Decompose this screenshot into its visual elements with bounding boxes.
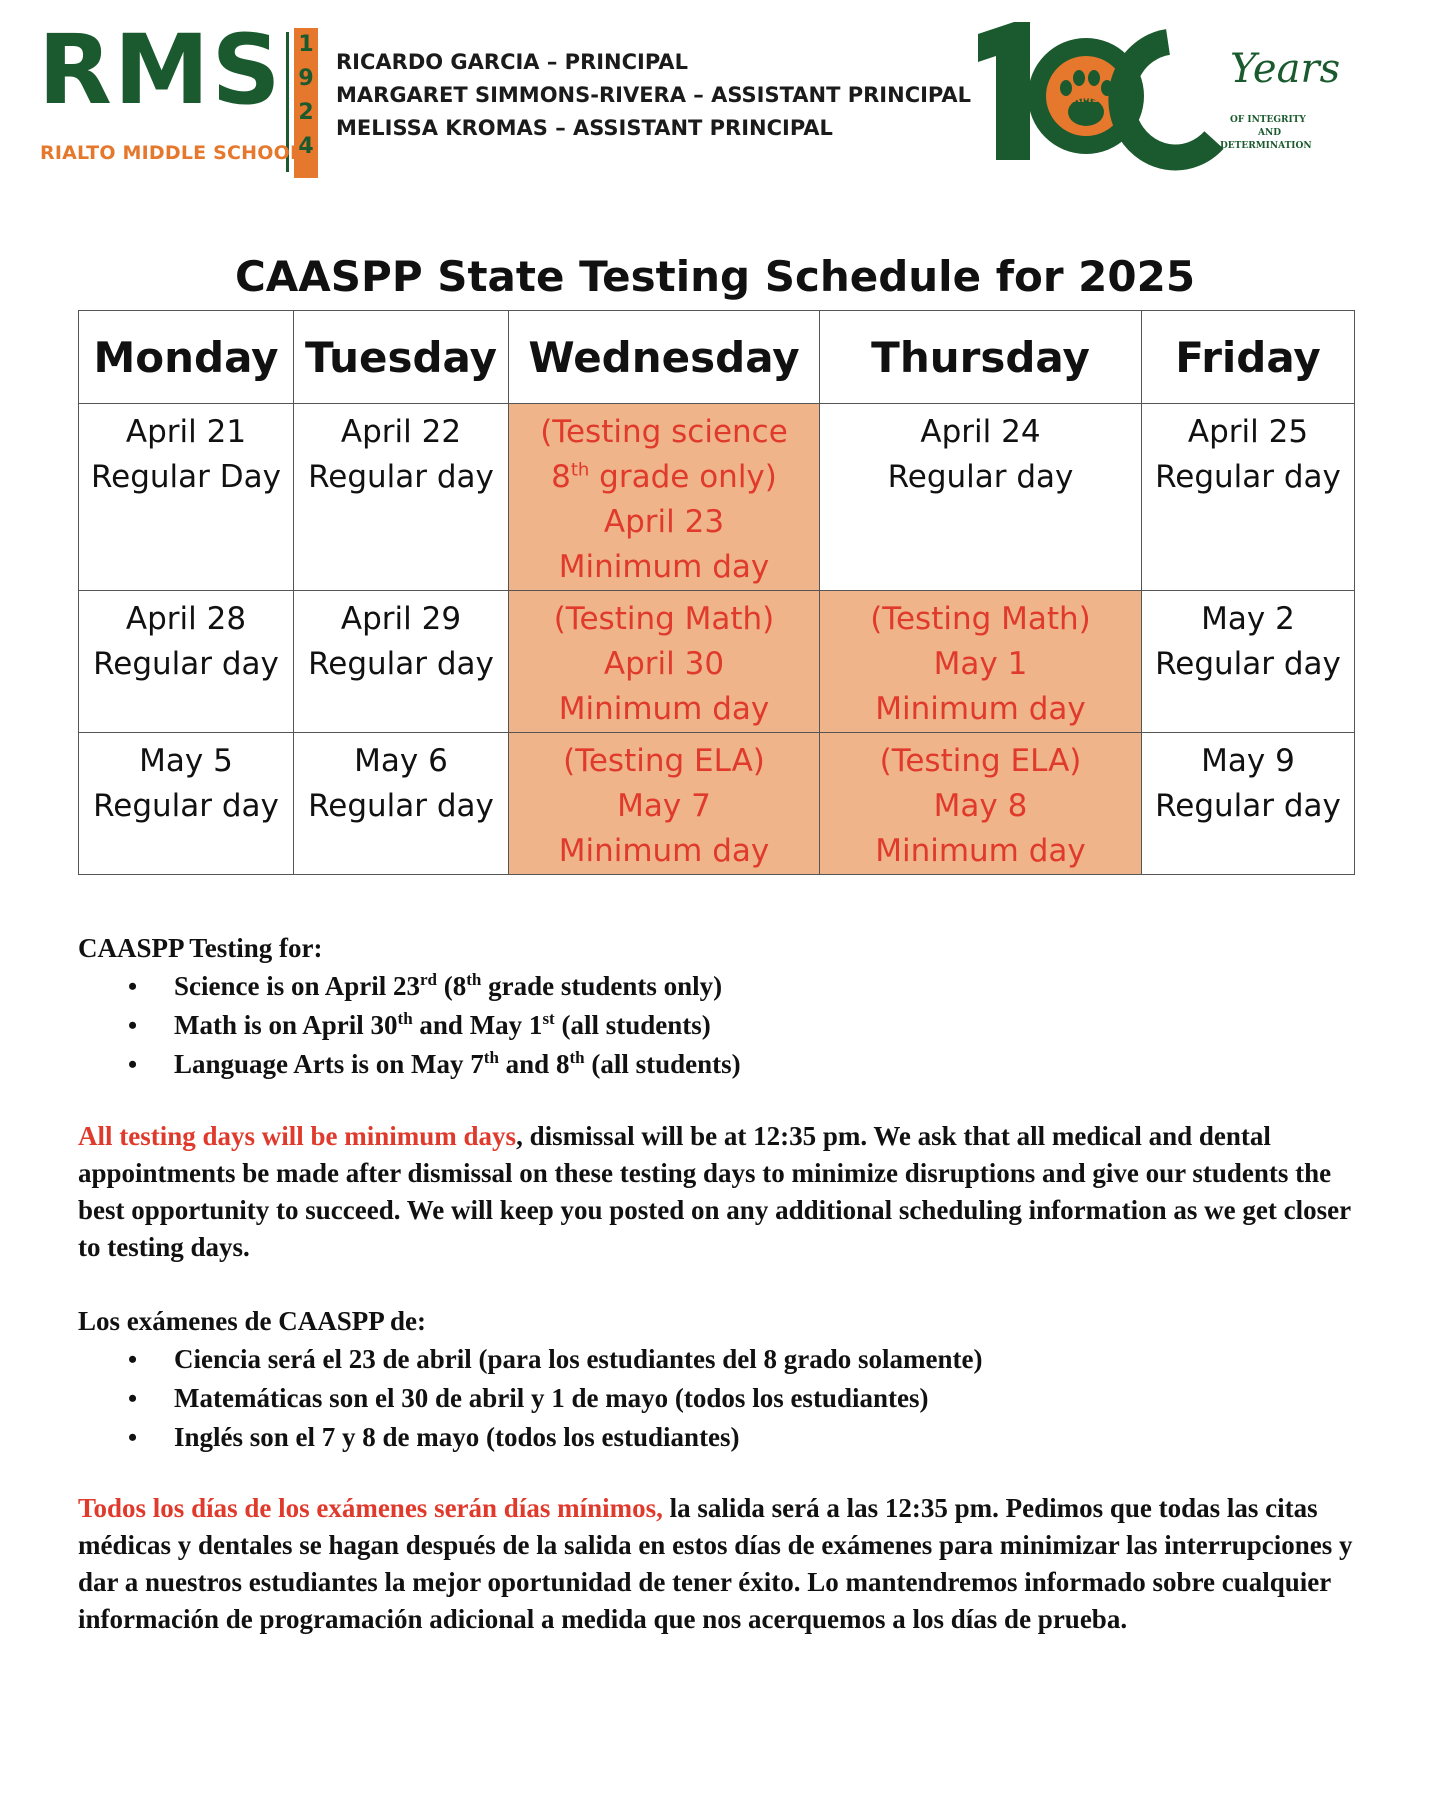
schedule-table (78, 310, 1355, 875)
grade-suffix: th (570, 459, 590, 481)
spanish-heading: Los exámenes de CAASPP de: (78, 1306, 426, 1336)
table-row (79, 404, 1355, 591)
bullet-text: Math is on April 30 (174, 1010, 398, 1040)
logo-tagline-3: DETERMINATION (1220, 141, 1312, 151)
logo-tagline-1: OF INTEGRITY (1230, 115, 1306, 125)
bullet-text: grade students only) (481, 971, 723, 1001)
cell-date: April 24 (920, 414, 1041, 450)
spanish-testing-section (78, 1303, 1358, 1457)
paw-toe (1060, 80, 1072, 96)
cell-date: May 2 (1201, 601, 1295, 637)
cell-test-subject: (Testing ELA) (879, 743, 1082, 779)
english-heading: CAASPP Testing for: (78, 933, 323, 963)
table-row (79, 591, 1355, 733)
year-digit: 4 (298, 134, 314, 159)
list-item (78, 967, 1358, 1006)
bullet-text: (all students) (554, 1010, 711, 1040)
day-header: Friday (1142, 311, 1355, 404)
cell-day-type: Regular day (93, 646, 279, 682)
cell-date: April 22 (340, 414, 462, 450)
staff-assistant-principal: MARGARET SIMMONS-RIVERA – ASSISTANT PRINCIPAL (336, 83, 972, 107)
centennial-logo (968, 22, 1341, 172)
school-logo (38, 14, 318, 178)
day-cell (294, 404, 509, 591)
cell-date: May 9 (1201, 743, 1295, 779)
list-item: • Ciencia será el 23 de abril (para los estudiantes del 8 grado solamente) (78, 1340, 1358, 1379)
english-bullet-list (78, 967, 1358, 1084)
english-notice-highlight: All testing days will be minimum days (78, 1121, 517, 1151)
day-cell (79, 404, 294, 591)
paw-badge-text: RMS (1072, 92, 1100, 105)
cell-day-type: Regular day (1155, 459, 1341, 495)
bullet-text: and 8 (498, 1049, 570, 1079)
ordinal-suffix: st (542, 1009, 555, 1028)
bullet-text: Science is on April 23 (174, 971, 421, 1001)
logo-years-word: Years (1230, 46, 1341, 92)
cell-day-type: Regular day (308, 788, 494, 824)
year-digit: 1 (298, 32, 314, 57)
year-digit: 2 (298, 100, 314, 125)
day-cell (79, 733, 294, 875)
staff-assistant-principal: MELISSA KROMAS – ASSISTANT PRINCIPAL (336, 116, 833, 140)
cell-day-type: Minimum day (558, 691, 770, 727)
day-header: Thursday (820, 311, 1142, 404)
grade-number: 8 (551, 459, 571, 495)
list-item: • Inglés son el 7 y 8 de mayo (todos los estudiantes) (78, 1418, 1358, 1457)
grade-text: grade only) (589, 459, 777, 495)
spanish-notice-paragraph (78, 1490, 1358, 1638)
cell-test-grade (509, 455, 819, 500)
cell-test-subject: (Testing science (540, 414, 788, 450)
logo-tagline-2: AND (1258, 128, 1282, 138)
english-testing-section (78, 930, 1358, 1084)
staff-principal: RICARDO GARCIA – PRINCIPAL (336, 50, 688, 74)
cell-day-type: Regular day (887, 459, 1074, 495)
ordinal-suffix: th (466, 970, 482, 989)
day-cell (294, 591, 509, 733)
testing-day-cell (509, 591, 820, 733)
logo-one-shape (978, 22, 1030, 160)
list-item (78, 1006, 1358, 1045)
paw-toe (1088, 70, 1100, 86)
day-header: Tuesday (294, 311, 509, 404)
ordinal-suffix: th (397, 1009, 413, 1028)
spanish-bullet-list (78, 1340, 1358, 1457)
cell-day-type: Regular Day (91, 459, 281, 495)
cell-day-type: Regular day (1155, 788, 1341, 824)
cell-date: April 23 (603, 504, 725, 540)
day-cell (820, 404, 1142, 591)
english-notice-paragraph (78, 1118, 1358, 1266)
day-cell (79, 591, 294, 733)
cell-day-type: Minimum day (558, 833, 770, 869)
logo-rms-text: RMS (38, 14, 283, 126)
spanish-notice-highlight: Todos los días de los exámenes serán días mínimos, (78, 1493, 663, 1523)
year-digit: 9 (298, 66, 314, 91)
cell-date: April 30 (603, 646, 725, 682)
paw-toe (1073, 70, 1085, 86)
page-title: CAASPP State Testing Schedule for 2025 (234, 252, 1196, 301)
cell-date: May 6 (354, 743, 448, 779)
cell-date: April 21 (125, 414, 247, 450)
day-cell (1142, 404, 1355, 591)
cell-day-type: Minimum day (875, 691, 1086, 727)
table-row (79, 733, 1355, 875)
cell-day-type: Regular day (308, 459, 494, 495)
testing-day-cell (509, 404, 820, 591)
day-header: Wednesday (509, 311, 820, 404)
day-cell (1142, 733, 1355, 875)
day-header: Monday (79, 311, 294, 404)
testing-day-cell (509, 733, 820, 875)
staff-list (336, 46, 971, 145)
cell-date: May 1 (933, 646, 1028, 682)
cell-date: April 25 (1187, 414, 1309, 450)
bullet-text: Language Arts is on May 7 (174, 1049, 484, 1079)
cell-date: May 7 (617, 788, 711, 824)
ordinal-suffix: th (569, 1048, 585, 1067)
testing-day-cell (820, 591, 1142, 733)
ordinal-suffix: rd (420, 970, 438, 989)
cell-test-subject: (Testing Math) (553, 601, 775, 637)
cell-date: April 28 (125, 601, 247, 637)
school-name: RIALTO MIDDLE SCHOOL (40, 142, 303, 164)
day-cell (294, 733, 509, 875)
bullet-text: and May 1 (412, 1010, 543, 1040)
cell-day-type: Regular day (308, 646, 494, 682)
day-cell (1142, 591, 1355, 733)
testing-day-cell (820, 733, 1142, 875)
ordinal-suffix: th (483, 1048, 499, 1067)
cell-test-subject: (Testing Math) (870, 601, 1091, 637)
cell-date: May 5 (139, 743, 233, 779)
list-item: • Matemáticas son el 30 de abril y 1 de mayo (todos los estudiantes) (78, 1379, 1358, 1418)
cell-day-type: Regular day (1155, 646, 1341, 682)
bullet-text: (8 (437, 971, 467, 1001)
cell-day-type: Minimum day (875, 833, 1086, 869)
cell-date: May 8 (933, 788, 1028, 824)
cell-date: April 29 (340, 601, 462, 637)
bullet-text: (all students) (584, 1049, 741, 1079)
cell-day-type: Regular day (93, 788, 279, 824)
cell-day-type: Minimum day (558, 549, 770, 585)
cell-test-subject: (Testing ELA) (563, 743, 765, 779)
english-notice-text: , dismissal will be at 12:35 pm. We ask that all medical and dental appointments be made after dismissal on these testing days to minimize disruptions and give our students the best opportunity to succeed. We will keep you posted on any additional scheduling information as we get closer to testing days. (78, 1121, 1351, 1262)
list-item (78, 1045, 1358, 1084)
table-header-row (79, 311, 1355, 404)
spanish-notice-text: la salida será a las 12:35 pm. Pedimos que todas las citas médicas y dentales se hagan después de la salida en estos días de exámenes para minimizar las interrupciones y dar a nuestros estudiantes la mejor oportunidad de tener éxito. Lo mantendremos informado sobre cualquier información de programación adicional a medida que nos acerquemos a los días de prueba. (78, 1493, 1353, 1634)
